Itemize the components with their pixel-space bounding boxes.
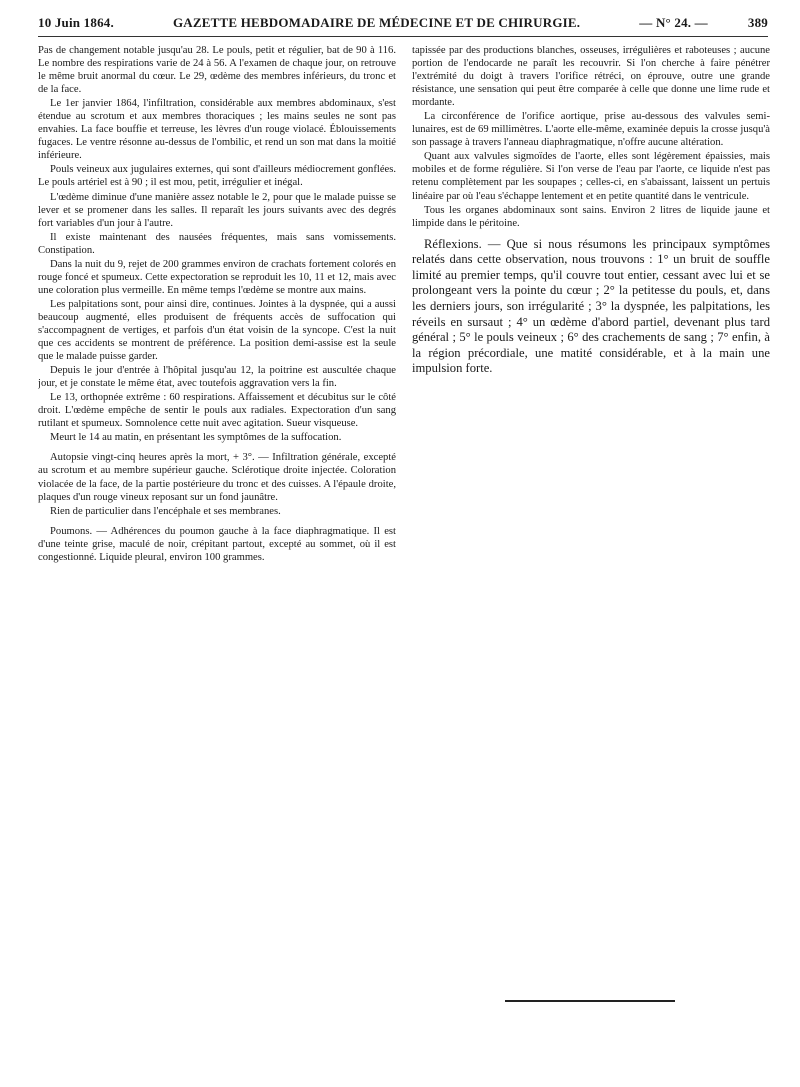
left-column: [38, 44, 396, 1080]
paragraph: Tous les organes abdominaux sont sains. Environ 2 litres de liquide jaune et limpide dans le péritoine.: [412, 204, 770, 229]
paragraph: Pouls veineux aux jugulaires externes, qui sont d'ailleurs médiocrement gonflées. Le pouls artériel est à 90 ; il est mou, petit, irrégulier et inégal.: [38, 164, 396, 189]
page-header: [38, 10, 768, 37]
paragraph: Les palpitations sont, pour ainsi dire, continues. Jointes à la dyspnée, qui a aussi beaucoup augmenté, elles produisent de fréquents accès de suffocation qui s'accompagnent de vertiges, et parfois d'un état voisin de la syncope. C'est la nuit que ces accidents se montrent de préférence. La position demi-assise est la seule que le malade puisse garder.: [38, 298, 396, 363]
paragraph: L'œdème diminue d'une manière assez notable le 2, pour que le malade puisse se lever et se promener dans les salles. Il reparaît les jours suivants avec des degrés fort variables d'un jour à l'autre.: [38, 191, 396, 229]
right-column: [412, 44, 770, 1080]
header-page-number: 389: [747, 15, 768, 30]
header-date: 10 Juin 1864.: [38, 15, 114, 30]
paragraph: Meurt le 14 au matin, en présentant les symptômes de la suffocation.: [50, 432, 342, 444]
paragraph: Il existe maintenant des nausées fréquentes, mais sans vomissements. Constipation.: [38, 231, 396, 256]
paragraph: Dans la nuit du 9, rejet de 200 grammes environ de crachats fortement colorés en rouge foncé et spumeux. Cette expectoration se reproduit les 10, 11 et 12, mais avec une coloration plus vermeille. En même temps l'œdème se montre aux mains.: [38, 258, 396, 296]
paragraph: Le 13, orthopnée extrême : 60 respirations. Affaissement et décubitus sur le côté droit. L'œdème empêche de sentir le pouls aux radiales. Expectoration d'un sang rutilant et spumeux. Somnolence cette nuit avec agitation. Sueur visqueuse.: [38, 392, 396, 430]
paragraph: Depuis le jour d'entrée à l'hôpital jusqu'au 12, la poitrine est auscultée chaque jour, et je constate le même état, avec toutefois aggravation vers la fin.: [38, 365, 396, 390]
paragraph: La circonférence de l'orifice aortique, prise au-dessous des valvules semi-lunaires, est de 69 millimètres. L'aorte elle-même, examinée depuis la crosse jusqu'à son passage à travers l'anneau diaphragmatique, n'offre aucune altération.: [412, 111, 770, 149]
paragraph: Poumons. — Adhérences du poumon gauche à la face diaphragmatique. Il est d'une teinte grise, maculé de noir, crépitant partout, excepté au sommet, où il est congestionné. Liquide pleural, environ 100 grammes.: [38, 525, 396, 563]
paragraph: Quant aux valvules sigmoïdes de l'aorte, elles sont légèrement épaissies, mais mobiles et de forme régulière. Si l'on verse de l'eau par l'aorte, ce liquide n'est pas retenu complètement par les soupapes ; celles-ci, en s'abaissant, laissent un pertuis linéaire par où l'eau s'échappe lentement et en petite quantité dans le ventricule.: [412, 151, 770, 202]
header-issue: — N° 24. —: [639, 15, 708, 30]
paragraph: Réflexions. — Que si nous résumons les principaux symptômes relatés dans cette observation, nous trouvons : 1° un bruit de souffle limité au premier temps, qu'il couvre tout entier, cessant avec lui et se prolongeant vers la pointe du cœur ; 2° la petitesse du pouls, et, dans les derniers jours, son irrégularité ; 3° la dyspnée, les palpitations, les réveils en sursaut ; 4° un œdème d'abord partiel, devenant plus tard général ; 5° le pouls veineux ; 6° des crachements de sang ; 7° enfin, à la région précordiale, une matité considérable, et à la main une impulsion forte.: [412, 236, 770, 376]
end-rule: [505, 1000, 675, 1002]
paragraph: Rien de particulier dans l'encéphale et ses membranes.: [50, 505, 281, 517]
header-title: GAZETTE HEBDOMADAIRE DE MÉDECINE ET DE CHIRURGIE.: [173, 15, 581, 30]
paragraph: Pas de changement notable jusqu'au 28. Le pouls, petit et régulier, bat de 90 à 116. Le nombre des respirations varie de 24 à 56. A l'examen de chaque jour, on retrouve le même bruit anormal du cœur. Le 29, œdème des membres inférieurs, du tronc et de la face.: [38, 45, 396, 96]
paragraph: Autopsie vingt-cinq heures après la mort, + 3°. — Infiltration générale, excepté au scrotum et au membre supérieur gauche. Sclérotique droite injectée. Coloration violacée de la face, de la partie postérieure du tronc et des cuisses. A l'épaule droite, plaques d'un rouge vineux reposant sur un fond jaunâtre.: [38, 452, 396, 503]
paragraph: Le 1er janvier 1864, l'infiltration, considérable aux membres abdominaux, s'est étendue au scrotum et aux membres thoraciques ; les mains seules ne sont pas envahies. La face bouffie et terreuse, les lèvres d'un rouge violacé. Éblouissements fugaces. Le ventre résonne au-dessus de l'ombilic, et rend un son mat dans la moitié inférieure.: [38, 98, 396, 162]
paragraph: tapissée par des productions blanches, osseuses, irrégulières et raboteuses ; aucune portion de l'endocarde ne paraît les recouvrir. Si l'on cherche à faire pénétrer l'extrémité du doigt à travers l'orifice rétréci, on éprouve, outre une grande résistance, une sensation qui peut être comparée à celle que donne une lime rude et mordante.: [412, 45, 770, 109]
